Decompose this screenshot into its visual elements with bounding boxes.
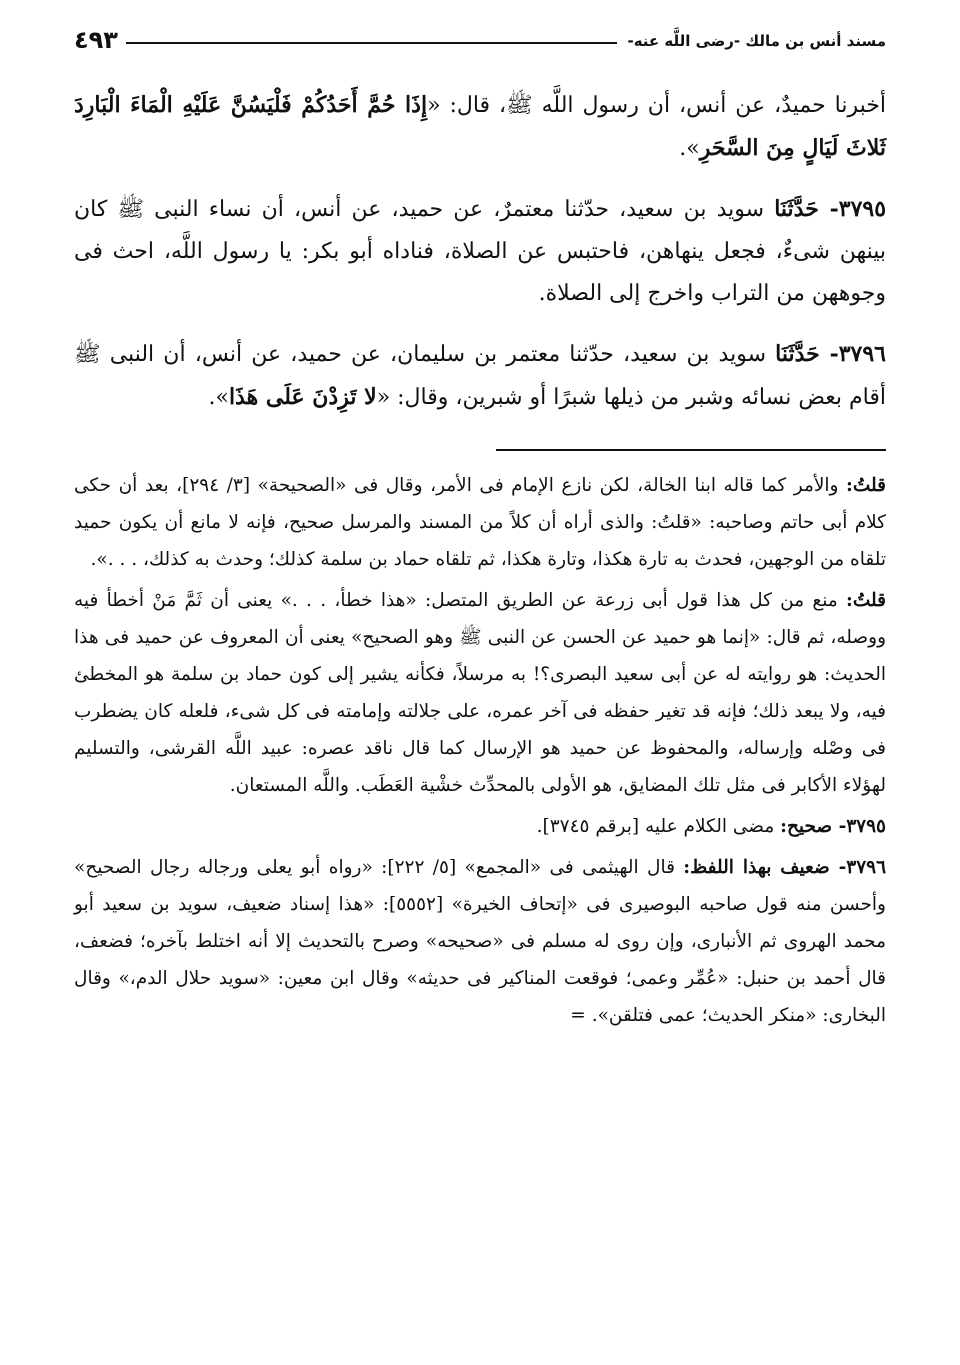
page-number: ٤٩٣ (74, 26, 126, 54)
note-text: مضى الكلام عليه [برقم ٣٧٤٥]. (536, 816, 775, 837)
footnote-note-1 (74, 467, 886, 578)
riwaya-phrase: - حَدَّثَنَا (775, 341, 839, 367)
footnote-3795 (74, 808, 886, 845)
header-title: مسند أنس بن مالك -رضى اللَّه عنه- (617, 32, 886, 50)
hadith-matn: لا تَزِدْنَ عَلَى هَذَا (228, 384, 377, 410)
riwaya-phrase: - حَدَّثَنَا (774, 196, 839, 222)
book-page (74, 26, 886, 1345)
footnotes (74, 467, 886, 1034)
hadith-end: ». (208, 385, 229, 410)
note-lead: قلتُ: (846, 475, 886, 496)
continuation-mark: = (570, 1005, 586, 1026)
hadith-paragraph-continued (74, 84, 886, 170)
hadith-paragraph-3795 (74, 188, 886, 315)
note-lead: قلتُ: (846, 590, 886, 611)
footnote-separator (496, 449, 886, 451)
hadith-intro: أخبرنا حميدٌ، عن أنس، أن رسول اللَّه ﷺ، قال: « (427, 93, 886, 118)
note-lead: ٣٧٩٦- ضعيف بهذا اللفظ: (683, 857, 887, 878)
hadith-end: ». (679, 136, 700, 161)
note-text: والأمر كما قاله ابنا الخالة، لكن نازع الإمام فى الأمر، وقال فى «الصحيحة» [٣/ ٢٩٤]، بعد أن حكى كلام أبى حاتم وصاحبه: «قلتُ: والذى أراه أن كلاً من المسند والمرسل صحيح، فإنه لا مانع أن يكون حميد تلقاه من الوجهين، فحدث به تارة هكذا، وتارة هكذا، ثم تلقاه حماد بن سلمة كذلك؛ وحدث به كذلك، . . .». (74, 475, 886, 570)
hadith-paragraph-3796 (74, 333, 886, 419)
hadith-text: سويد بن سعيد، حدّثنا معتمرٌ، عن حميد، عن أنس، أن نساء النبى ﷺ كان بينهن شىءٌ، فجعل ينهاهن، فاحتبس عن الصلاة، فناداه أبو بكر: يا رسول اللَّه، احث فى وجوههن من التراب واخرج إلى الصلاة. (74, 197, 886, 306)
footnote-3796 (74, 849, 886, 1034)
footnote-note-2 (74, 582, 886, 804)
running-header (74, 26, 886, 58)
note-text: قال الهيثمى فى «المجمع» [٥/ ٢٢٢]: «رواه أبو يعلى ورجاله رجال الصحيح» وأحسن منه قول صاحبه البوصيرى فى «إتحاف الخيرة» [٥٥٥٢]: «هذا إسناد ضعيف، سويد بن سعيد أبو محمد الهروى ثم الأنبارى، وإن روى له مسلم فى «صحيحه» وصرح بالتحديث إلا أنه اختلط بآخره؛ فضعف، قال أحمد بن حنبل: «عُمِّر وعمى؛ فوقعت المناكير فى حديثه» وقال ابن معين: «سويد حلال الدم،» وقال البخارى: «منكر الحديث؛ عمى فتلقن». (74, 857, 886, 1026)
hadith-matn: إِذَا حُمَّ أَحَدُكُمْ فَلْيَسُنَّ عَلَيْهِ الْمَاءَ الْبَارِدَ ثَلاثَ لَيَالٍ مِنَ السَّحَرِ (74, 92, 886, 161)
note-lead: ٣٧٩٥- صحيح: (780, 816, 886, 837)
hadith-text: سويد بن سعيد، حدّثنا معتمر بن سليمان، عن حميد، عن أنس، أن النبى ﷺ أقام بعض نسائه وشبر من ذيلها شبرًا أو شبرين، وقال: « (74, 342, 886, 410)
hadith-number: ٣٧٩٦ (838, 341, 886, 367)
note-text: منع من كل هذا قول أبى زرعة عن الطريق المتصل: «هذا خطأ، . . .» يعنى أن ثَمَّ مَنْ أخطأ فيه ووصله، ثم قال: «إنما هو حميد عن الحسن عن النبى ﷺ وهو الصحيح» يعنى أن المعروف عن حميد فى هذا الحديث: هو روايته له عن أبى سعيد البصرى؟! به مرسلاً، فكأنه يشير إلى كون حماد بن سلمة هو المخطئ فيه، ولا يبعد ذلك؛ فإنه قد تغير حفظه فى آخر عمره، على جلالته وإمامته فى كل شىء، فلعله كان يضطرب فى وصْله وإرساله، والمحفوظ عن حميد هو الإرسال كما قال ناقد عصره: عبيد اللَّه القرشى، والتسليم لهؤلاء الأكابر فى مثل تلك المضايق، هو الأولى بالمحدِّث خشْية العَطَب. واللَّه المستعان. (74, 590, 886, 796)
main-text (74, 84, 886, 419)
hadith-number: ٣٧٩٥ (838, 196, 887, 222)
